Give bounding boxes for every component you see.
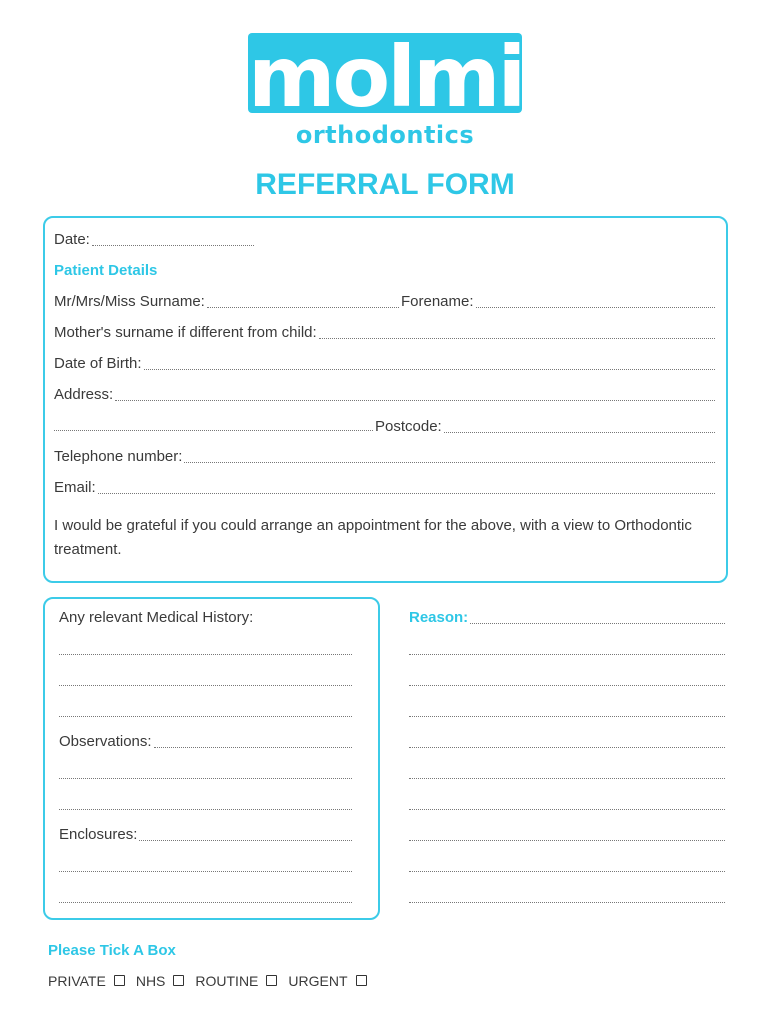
enclosures-field[interactable] <box>59 826 352 844</box>
patient-details-title: Patient Details <box>54 262 158 279</box>
enclosures-label: Enclosures: <box>59 826 138 843</box>
reason-line-8[interactable] <box>409 828 725 841</box>
medical-line-2[interactable] <box>59 673 352 686</box>
page-title: REFERRAL FORM <box>255 168 515 201</box>
address-label: Address: <box>54 386 114 403</box>
logo-block <box>248 28 581 126</box>
enclosures-dots <box>139 828 352 841</box>
telephone-label: Telephone number: <box>54 448 183 465</box>
private-label: PRIVATE <box>48 973 106 989</box>
urgent-label: URGENT <box>288 973 348 989</box>
date-label: Date: <box>54 231 90 248</box>
observations-dots <box>154 735 352 748</box>
observations-label: Observations: <box>59 733 152 750</box>
reason-line-10[interactable] <box>409 890 725 903</box>
routine-label: ROUTINE <box>195 973 259 989</box>
dob-dots <box>144 357 715 370</box>
medical-line-3[interactable] <box>59 704 352 717</box>
address-line2-dots <box>54 418 373 431</box>
mother-surname-field[interactable] <box>54 324 715 342</box>
reason-line-9[interactable] <box>409 859 725 872</box>
medical-line-1[interactable] <box>59 642 352 655</box>
reason-line-2[interactable] <box>409 642 725 655</box>
enclosures-line-3[interactable] <box>59 890 352 903</box>
mother-surname-label: Mother's surname if different from child: <box>54 324 317 341</box>
telephone-dots <box>184 450 715 463</box>
date-dots <box>92 233 254 246</box>
postcode-dots <box>444 420 715 433</box>
surname-dots <box>207 295 399 308</box>
address-dots <box>115 388 715 401</box>
surname-label: Mr/Mrs/Miss Surname: <box>54 293 205 310</box>
reason-line-4[interactable] <box>409 704 725 717</box>
nhs-label: NHS <box>135 973 166 989</box>
reason-line-6[interactable] <box>409 766 725 779</box>
reason-line-3[interactable] <box>409 673 725 686</box>
logo-subtitle: orthodontics <box>295 121 475 149</box>
reason-label: Reason: <box>409 609 469 626</box>
address-field[interactable] <box>54 386 715 404</box>
email-field[interactable] <box>54 479 715 497</box>
postcode-field[interactable] <box>375 418 715 436</box>
address-line-2[interactable] <box>54 418 375 434</box>
observations-field[interactable] <box>59 733 352 751</box>
enclosures-line-2[interactable] <box>59 859 352 872</box>
telephone-field[interactable] <box>54 448 715 466</box>
reason-line-5[interactable] <box>409 735 725 748</box>
mother-surname-dots <box>319 326 715 339</box>
dob-label: Date of Birth: <box>54 355 142 372</box>
date-field[interactable] <box>54 231 254 249</box>
email-label: Email: <box>54 479 96 496</box>
reason-field[interactable] <box>409 609 725 627</box>
postcode-label: Postcode: <box>375 418 442 435</box>
forename-label: Forename: <box>401 293 474 310</box>
nhs-checkbox[interactable] <box>173 975 184 986</box>
observations-line-2[interactable] <box>59 766 352 779</box>
tick-options <box>48 973 374 989</box>
tick-box-title: Please Tick A Box <box>48 942 176 959</box>
dob-field[interactable] <box>54 355 715 373</box>
surname-field[interactable] <box>54 293 399 311</box>
reason-dots <box>470 611 725 624</box>
request-text: I would be grateful if you could arrange an appointment for the above, with a view to Orthodontic treatment. <box>54 517 692 558</box>
logo-wordmark: molmin <box>248 28 581 126</box>
medical-history-label: Any relevant Medical History: <box>59 609 254 626</box>
reason-line-7[interactable] <box>409 797 725 810</box>
email-dots <box>98 481 715 494</box>
urgent-checkbox[interactable] <box>356 975 367 986</box>
forename-dots <box>476 295 715 308</box>
forename-field[interactable] <box>401 293 715 311</box>
observations-line-3[interactable] <box>59 797 352 810</box>
routine-checkbox[interactable] <box>266 975 277 986</box>
private-checkbox[interactable] <box>114 975 125 986</box>
